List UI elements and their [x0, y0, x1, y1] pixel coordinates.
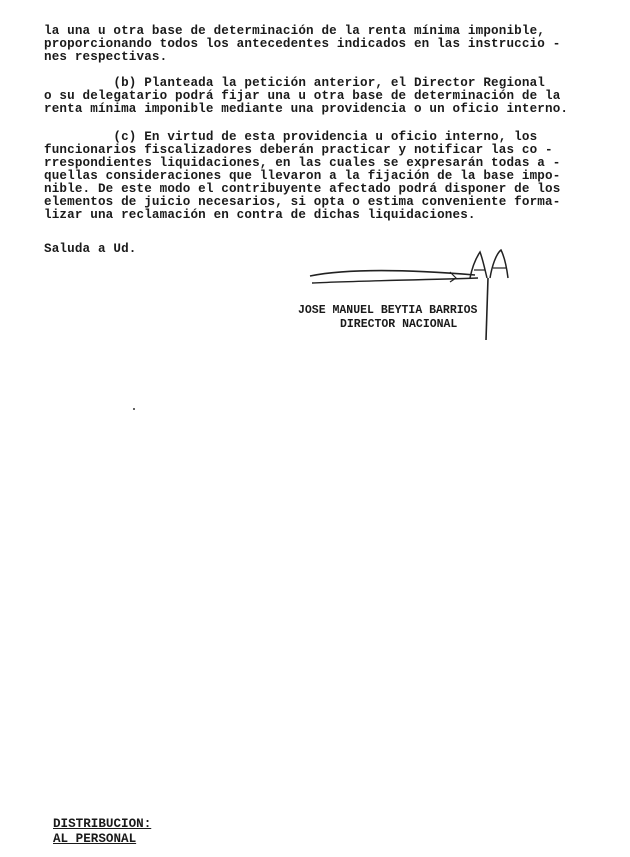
signer-name: JOSE MANUEL BEYTIA BARRIOS: [298, 304, 478, 317]
text-line: quellas consideraciones que llevaron a la fijación de la base impo-: [44, 169, 561, 183]
text-line: proporcionando todos los antecedentes indicados en las instruccio -: [44, 37, 561, 51]
text-line: nible. De este modo el contribuyente afectado podrá disponer de los: [44, 182, 561, 196]
closing-salutation: Saluda a Ud.: [44, 242, 137, 256]
text-line: renta mínima imponible mediante una providencia o un oficio interno.: [44, 102, 569, 116]
text-line: rrespondientes liquidaciones, en las cuales se expresarán todas a -: [44, 156, 561, 170]
distribution-item: AL PERSONAL: [53, 832, 137, 846]
text-line: elementos de juicio necesarios, si opta o estima conveniente forma-: [44, 195, 561, 209]
text-line: (c) En virtud de esta providencia u oficio interno, los: [44, 130, 538, 144]
scan-speck: [133, 408, 135, 410]
text-line: (b) Planteada la petición anterior, el Director Regional: [44, 76, 545, 90]
text-line: nes respectivas.: [44, 50, 168, 64]
text-line: funcionarios fiscalizadores deberán practicar y notificar las co -: [44, 143, 553, 157]
text-line: la una u otra base de determinación de la renta mínima imponible,: [44, 24, 545, 38]
text-line: lizar una reclamación en contra de dichas liquidaciones.: [44, 208, 476, 222]
text-line: o su delegatario podrá fijar una u otra base de determinación de la: [44, 89, 561, 103]
distribution-heading: DISTRIBUCION:: [53, 817, 152, 831]
signer-title: DIRECTOR NACIONAL: [340, 318, 458, 331]
